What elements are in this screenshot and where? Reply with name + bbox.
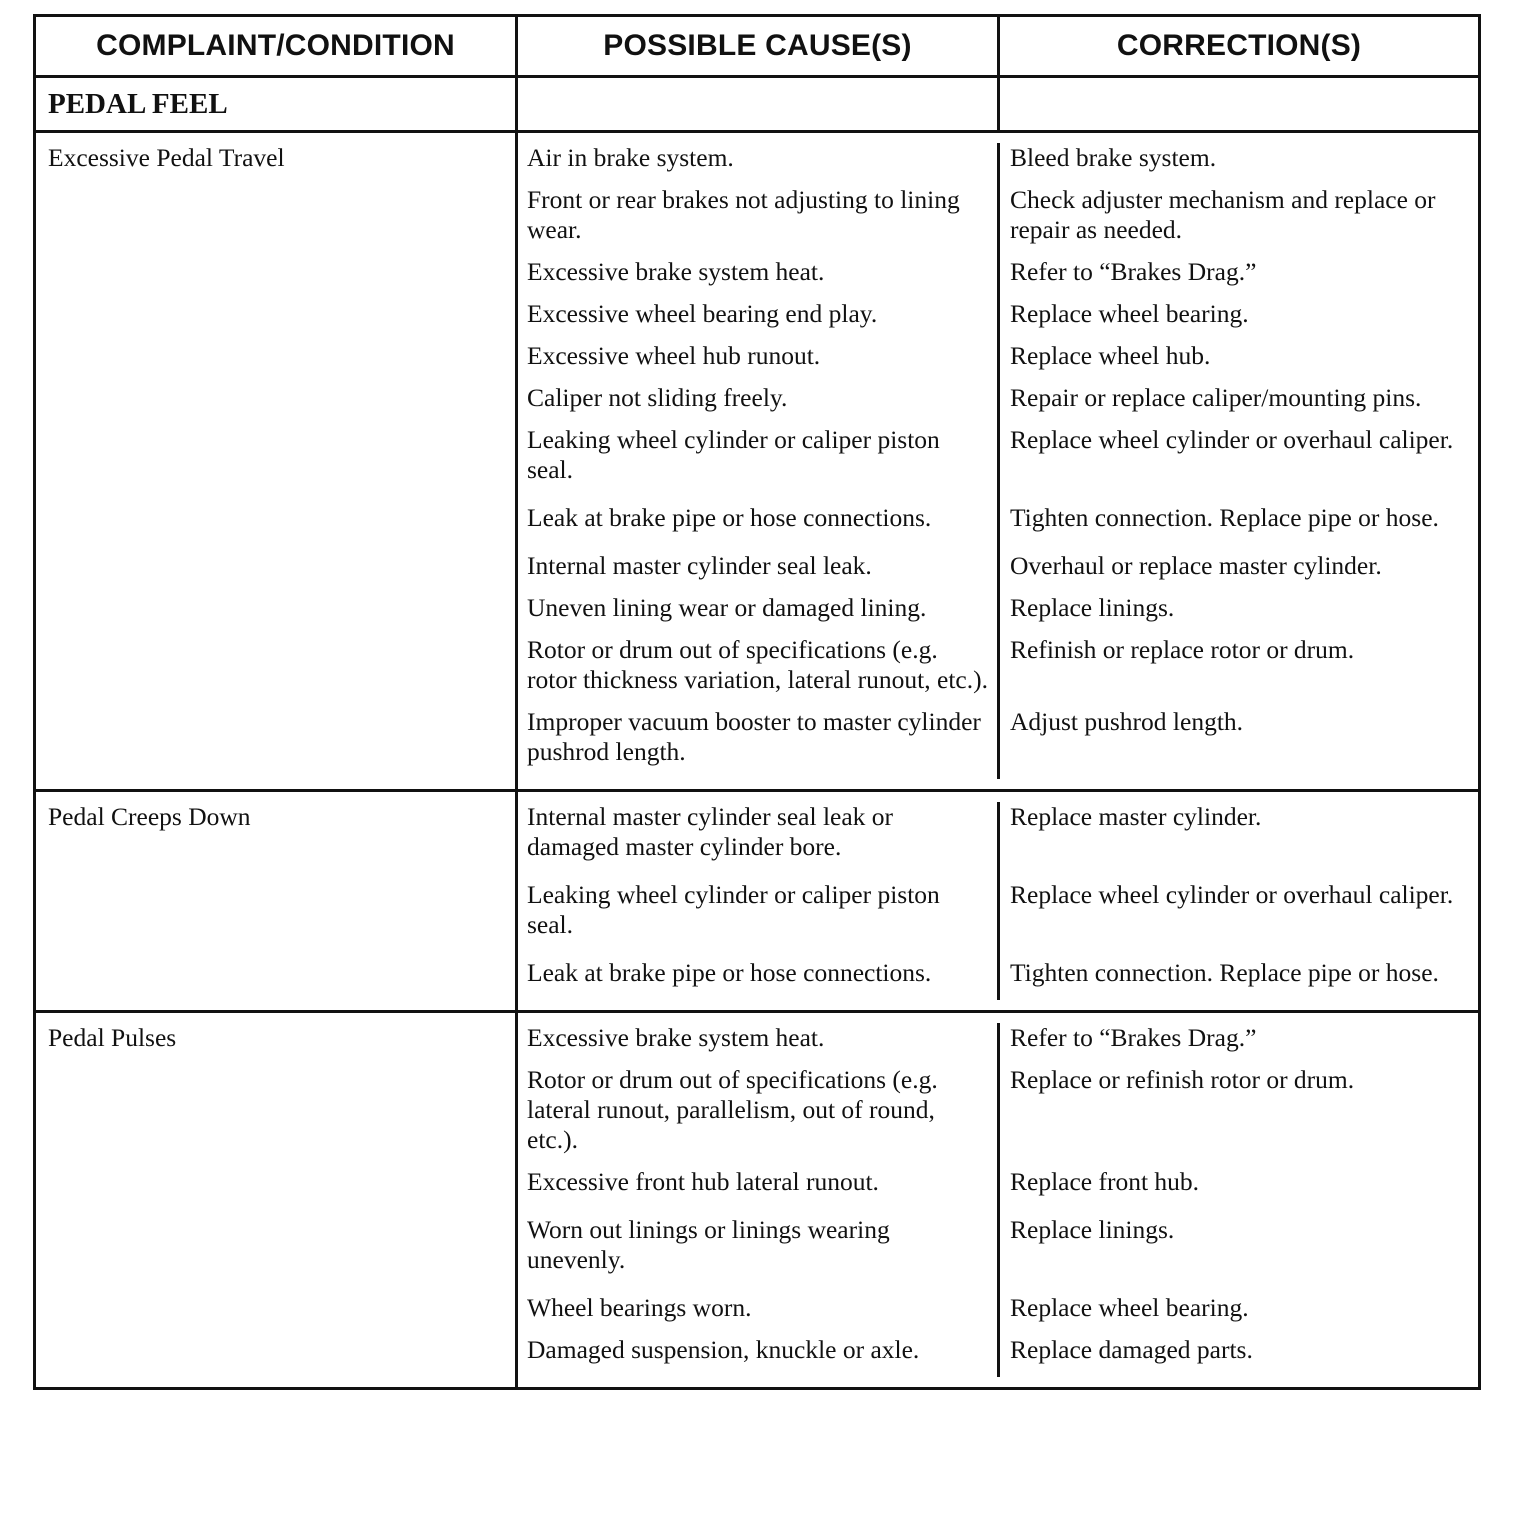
correction: Replace wheel cylinder or overhaul caliper.: [1010, 880, 1454, 909]
table-row: [518, 257, 1478, 299]
possible-cause: Internal master cylinder seal leak or damaged master cylinder bore.: [518, 802, 1000, 880]
condition-group: [36, 792, 1478, 1013]
table-row: [518, 341, 1478, 383]
table-row: [518, 425, 1478, 503]
correction: Replace linings.: [1010, 593, 1175, 622]
condition-groups: [36, 133, 1478, 1387]
condition-group: [36, 133, 1478, 792]
table-row: [518, 802, 1478, 880]
possible-cause: Rotor or drum out of specifications (e.g. lateral runout, parallelism, out of round, etc.).: [518, 1065, 1000, 1167]
possible-cause: Front or rear brakes not adjusting to lining wear.: [518, 185, 1000, 257]
correction: Overhaul or replace master cylinder.: [1010, 551, 1382, 580]
correction: Refer to “Brakes Drag.”: [1010, 257, 1257, 286]
condition-label: Pedal Creeps Down: [36, 792, 518, 1010]
section-title: PEDAL FEEL: [36, 78, 518, 133]
table-row: [518, 1023, 1478, 1065]
table-row: [518, 707, 1478, 779]
possible-cause: Leaking wheel cylinder or caliper piston seal.: [518, 425, 1000, 503]
header-corrections: CORRECTION(S): [1000, 17, 1478, 78]
diagnosis-table: [33, 14, 1481, 1390]
table-row: [518, 1215, 1478, 1293]
condition-label: Excessive Pedal Travel: [36, 133, 518, 789]
table-row: [518, 1167, 1478, 1215]
header-complaint-condition: COMPLAINT/CONDITION: [36, 17, 518, 78]
possible-cause: Internal master cylinder seal leak.: [518, 551, 1000, 593]
possible-cause: Excessive brake system heat.: [518, 1023, 1000, 1065]
possible-cause: Uneven lining wear or damaged lining.: [518, 593, 1000, 635]
table-row: [518, 143, 1478, 185]
table-row: [518, 958, 1478, 1000]
table-row: [518, 383, 1478, 425]
correction: Replace damaged parts.: [1010, 1335, 1253, 1364]
table-row: [518, 1293, 1478, 1335]
possible-cause: Excessive wheel hub runout.: [518, 341, 1000, 383]
correction: Adjust pushrod length.: [1010, 707, 1244, 736]
correction: Replace master cylinder.: [1010, 802, 1262, 831]
possible-cause: Leak at brake pipe or hose connections.: [518, 958, 1000, 1000]
table-row: [518, 503, 1478, 551]
table-row: [518, 635, 1478, 707]
table-row: [518, 1065, 1478, 1167]
section-empty-cell: [1000, 78, 1478, 133]
section-empty-cell: [518, 78, 1000, 133]
correction: Replace wheel cylinder or overhaul caliper.: [1010, 425, 1454, 454]
table-header: [36, 17, 1478, 78]
possible-cause: Excessive wheel bearing end play.: [518, 299, 1000, 341]
correction: Replace linings.: [1010, 1215, 1175, 1244]
correction: Replace or refinish rotor or drum.: [1010, 1065, 1355, 1094]
correction: Repair or replace caliper/mounting pins.: [1010, 383, 1422, 412]
table-row: [518, 593, 1478, 635]
possible-cause: Air in brake system.: [518, 143, 1000, 185]
correction: Bleed brake system.: [1010, 143, 1217, 172]
possible-cause: Leaking wheel cylinder or caliper piston seal.: [518, 880, 1000, 958]
possible-cause: Caliper not sliding freely.: [518, 383, 1000, 425]
header-possible-causes: POSSIBLE CAUSE(S): [518, 17, 1000, 78]
correction: Check adjuster mechanism and replace or repair as needed.: [1010, 185, 1436, 244]
possible-cause: Damaged suspension, knuckle or axle.: [518, 1335, 1000, 1377]
possible-cause: Rotor or drum out of specifications (e.g. rotor thickness variation, lateral runout, etc.).: [518, 635, 1000, 707]
table-row: [518, 551, 1478, 593]
cause-correction-list: [518, 792, 1478, 1010]
correction: Replace wheel bearing.: [1010, 299, 1249, 328]
condition-label: Pedal Pulses: [36, 1013, 518, 1387]
table-row: [518, 880, 1478, 958]
correction: Tighten connection. Replace pipe or hose.: [1010, 503, 1439, 532]
possible-cause: Improper vacuum booster to master cylinder pushrod length.: [518, 707, 1000, 779]
section-row: [36, 78, 1478, 133]
possible-cause: Worn out linings or linings wearing unevenly.: [518, 1215, 1000, 1293]
condition-group: [36, 1013, 1478, 1387]
table-row: [518, 1335, 1478, 1377]
possible-cause: Wheel bearings worn.: [518, 1293, 1000, 1335]
correction: Replace wheel bearing.: [1010, 1293, 1249, 1322]
cause-correction-list: [518, 133, 1478, 789]
correction: Tighten connection. Replace pipe or hose.: [1010, 958, 1439, 987]
correction: Replace front hub.: [1010, 1167, 1200, 1196]
possible-cause: Excessive front hub lateral runout.: [518, 1167, 1000, 1215]
correction: Refinish or replace rotor or drum.: [1010, 635, 1355, 664]
cause-correction-list: [518, 1013, 1478, 1387]
possible-cause: Excessive brake system heat.: [518, 257, 1000, 299]
correction: Replace wheel hub.: [1010, 341, 1211, 370]
possible-cause: Leak at brake pipe or hose connections.: [518, 503, 1000, 551]
correction: Refer to “Brakes Drag.”: [1010, 1023, 1257, 1052]
table-row: [518, 185, 1478, 257]
table-row: [518, 299, 1478, 341]
